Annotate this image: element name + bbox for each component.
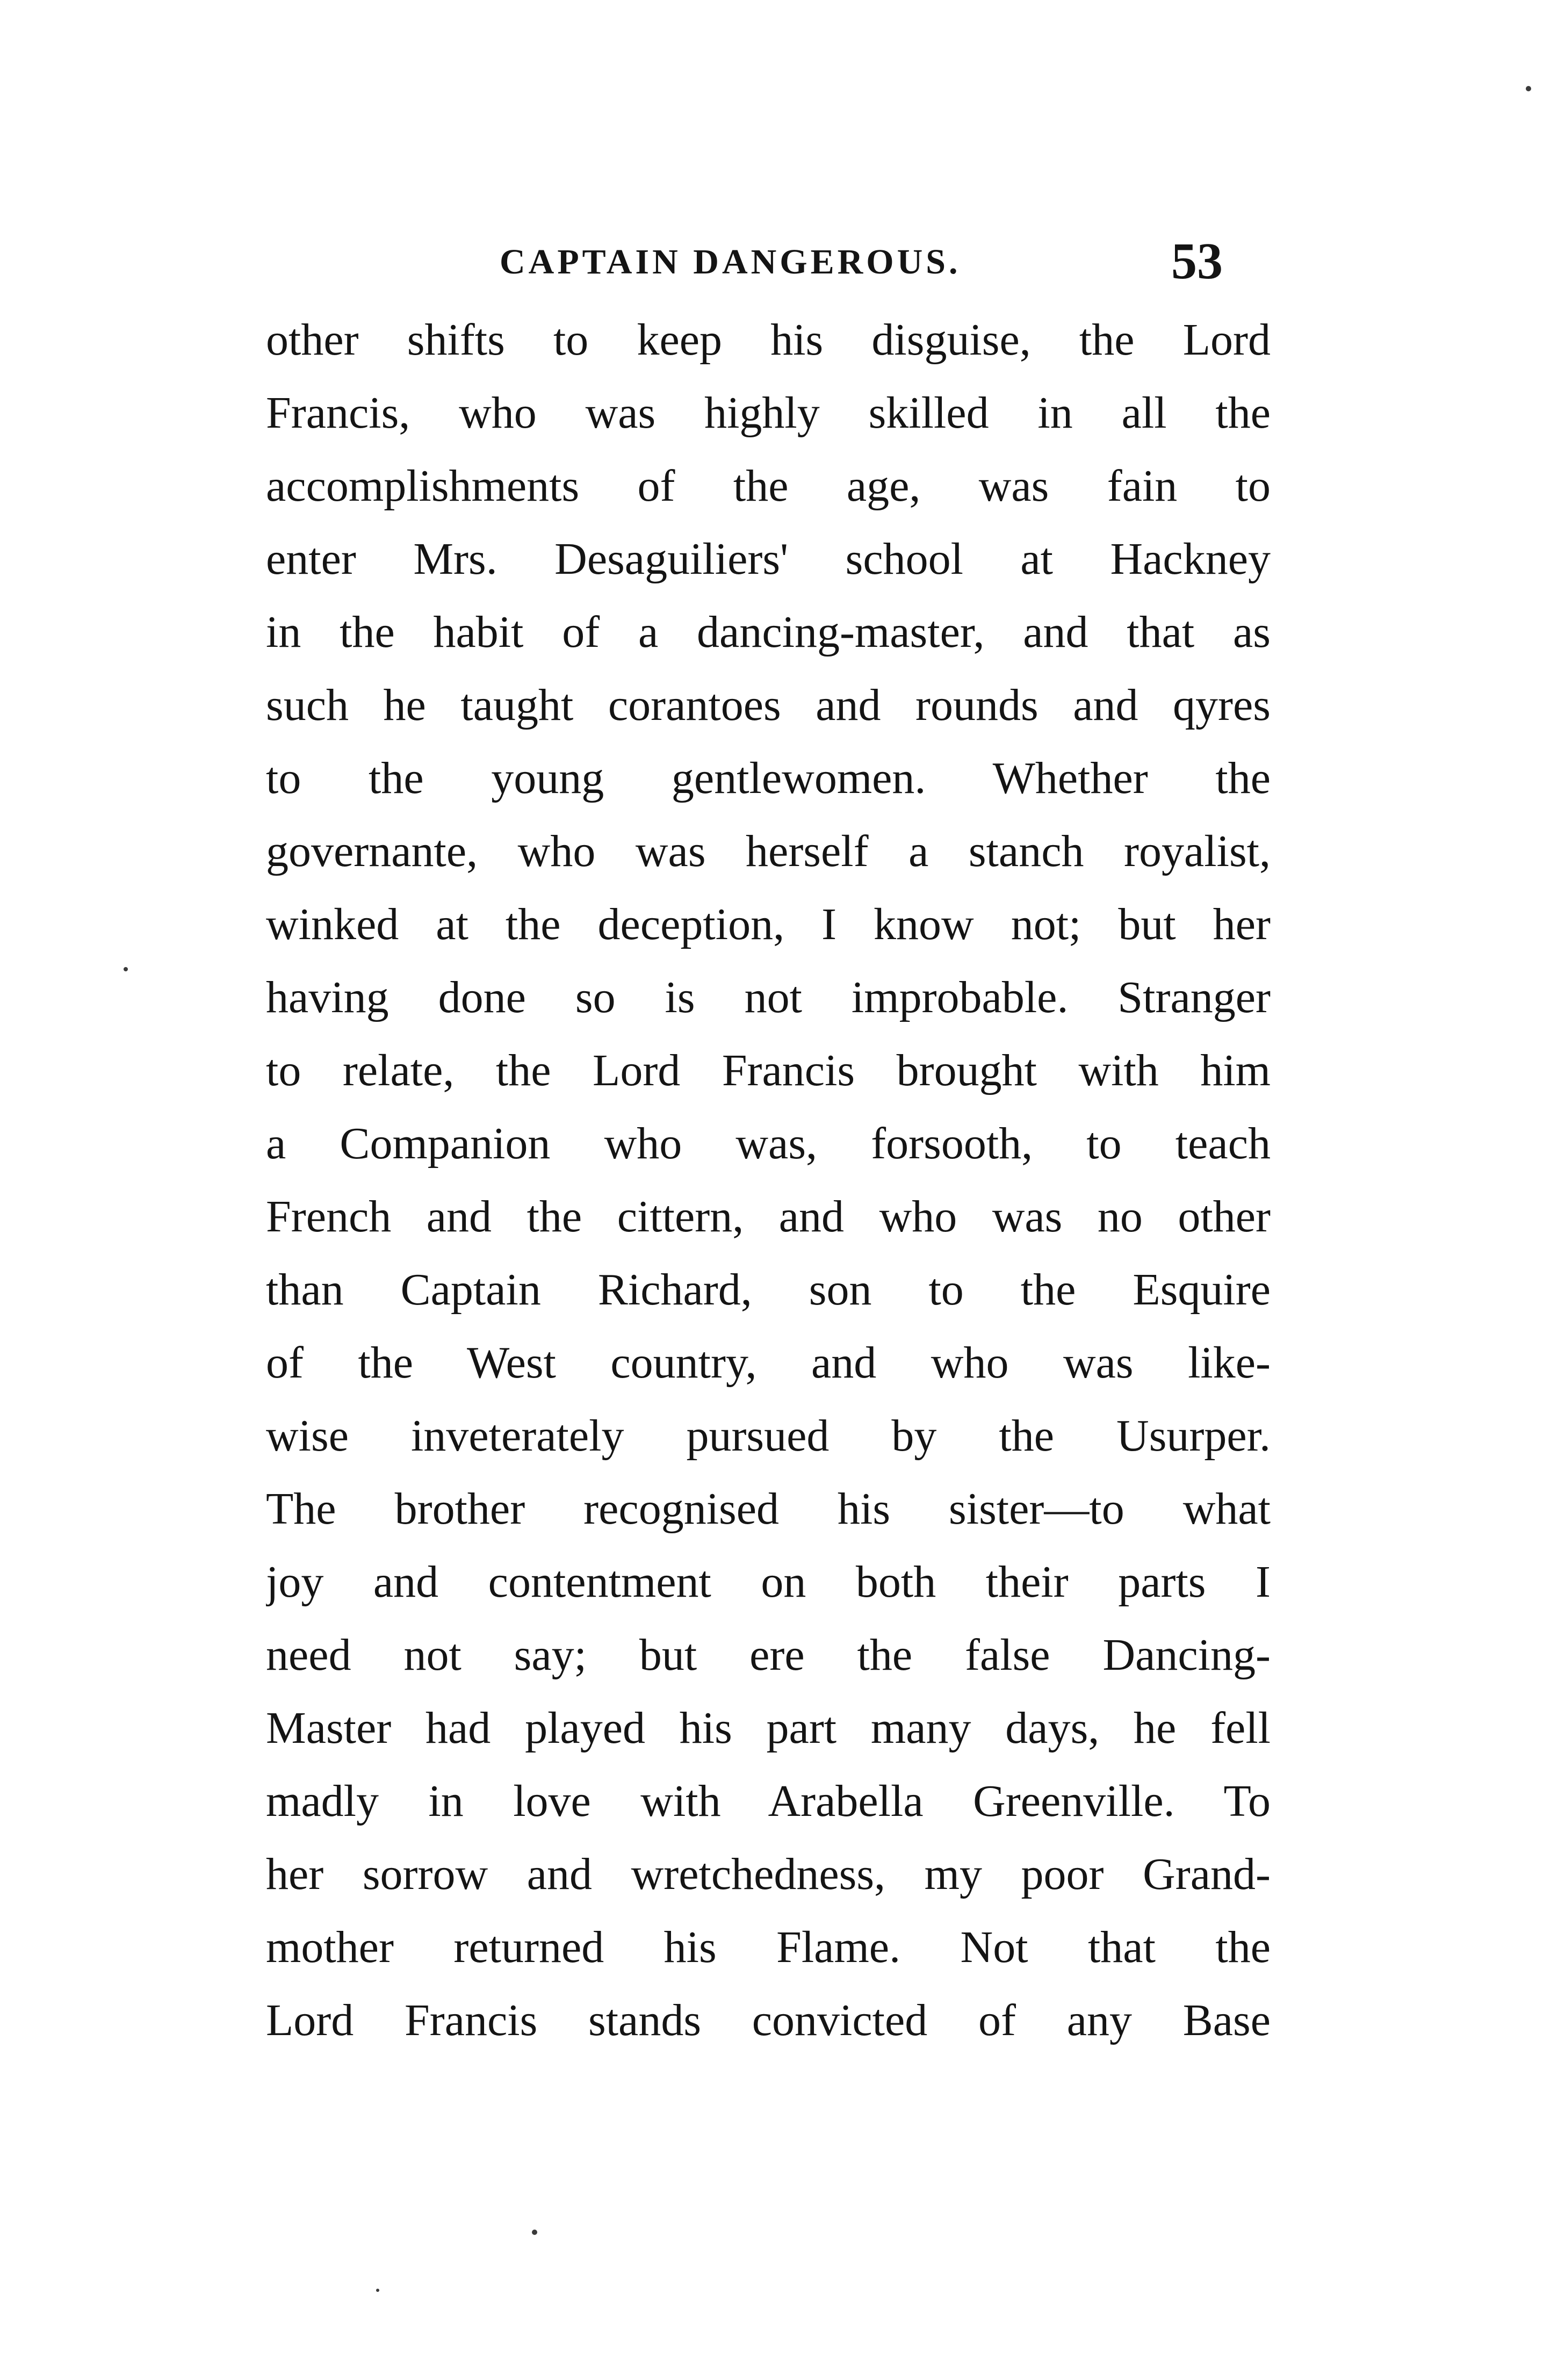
text-line: enter Mrs. Desaguiliers' school at Hackney bbox=[266, 534, 1271, 584]
text-line: to the young gentlewomen. Whether the bbox=[266, 753, 1271, 803]
text-line: winked at the deception, I know not; but her bbox=[266, 899, 1271, 949]
text-line: other shifts to keep his disguise, the Lord bbox=[266, 315, 1271, 365]
text-line: madly in love with Arabella Greenville. To bbox=[266, 1776, 1271, 1826]
page-header bbox=[0, 226, 1565, 301]
text-line: a Companion who was, forsooth, to teach bbox=[266, 1119, 1271, 1169]
text-line: French and the cittern, and who was no other bbox=[266, 1192, 1271, 1242]
text-line: need not say; but ere the false Dancing- bbox=[266, 1630, 1271, 1680]
text-line: wise inveterately pursued by the Usurper. bbox=[266, 1411, 1271, 1461]
page-number: 53 bbox=[1171, 232, 1223, 290]
text-line: such he taught corantoes and rounds and qyres bbox=[266, 680, 1271, 730]
text-line: Lord Francis stands convicted of any Base bbox=[266, 1995, 1271, 2045]
scan-speck bbox=[124, 967, 128, 971]
text-line: having done so is not improbable. Stranger bbox=[266, 972, 1271, 1022]
running-head: CAPTAIN DANGEROUS. bbox=[500, 242, 961, 282]
scan-speck bbox=[1526, 86, 1531, 91]
scan-speck bbox=[376, 2289, 379, 2292]
text-line: governante, who was herself a stanch royalist, bbox=[266, 826, 1271, 876]
text-line: mother returned his Flame. Not that the bbox=[266, 1922, 1271, 1972]
scan-speck bbox=[532, 2230, 537, 2235]
text-line: of the West country, and who was like- bbox=[266, 1338, 1271, 1388]
text-line: joy and contentment on both their parts I bbox=[266, 1557, 1271, 1607]
text-line: Francis, who was highly skilled in all the bbox=[266, 388, 1271, 438]
text-line: than Captain Richard, son to the Esquire bbox=[266, 1265, 1271, 1315]
body-text bbox=[266, 304, 1271, 2057]
text-line: accomplishments of the age, was fain to bbox=[266, 461, 1271, 511]
text-line: in the habit of a dancing-master, and that as bbox=[266, 607, 1271, 657]
text-line: her sorrow and wretchedness, my poor Grand- bbox=[266, 1849, 1271, 1899]
text-line: The brother recognised his sister—to what bbox=[266, 1484, 1271, 1534]
text-line: to relate, the Lord Francis brought with him bbox=[266, 1045, 1271, 1095]
text-line: Master had played his part many days, he fell bbox=[266, 1703, 1271, 1753]
